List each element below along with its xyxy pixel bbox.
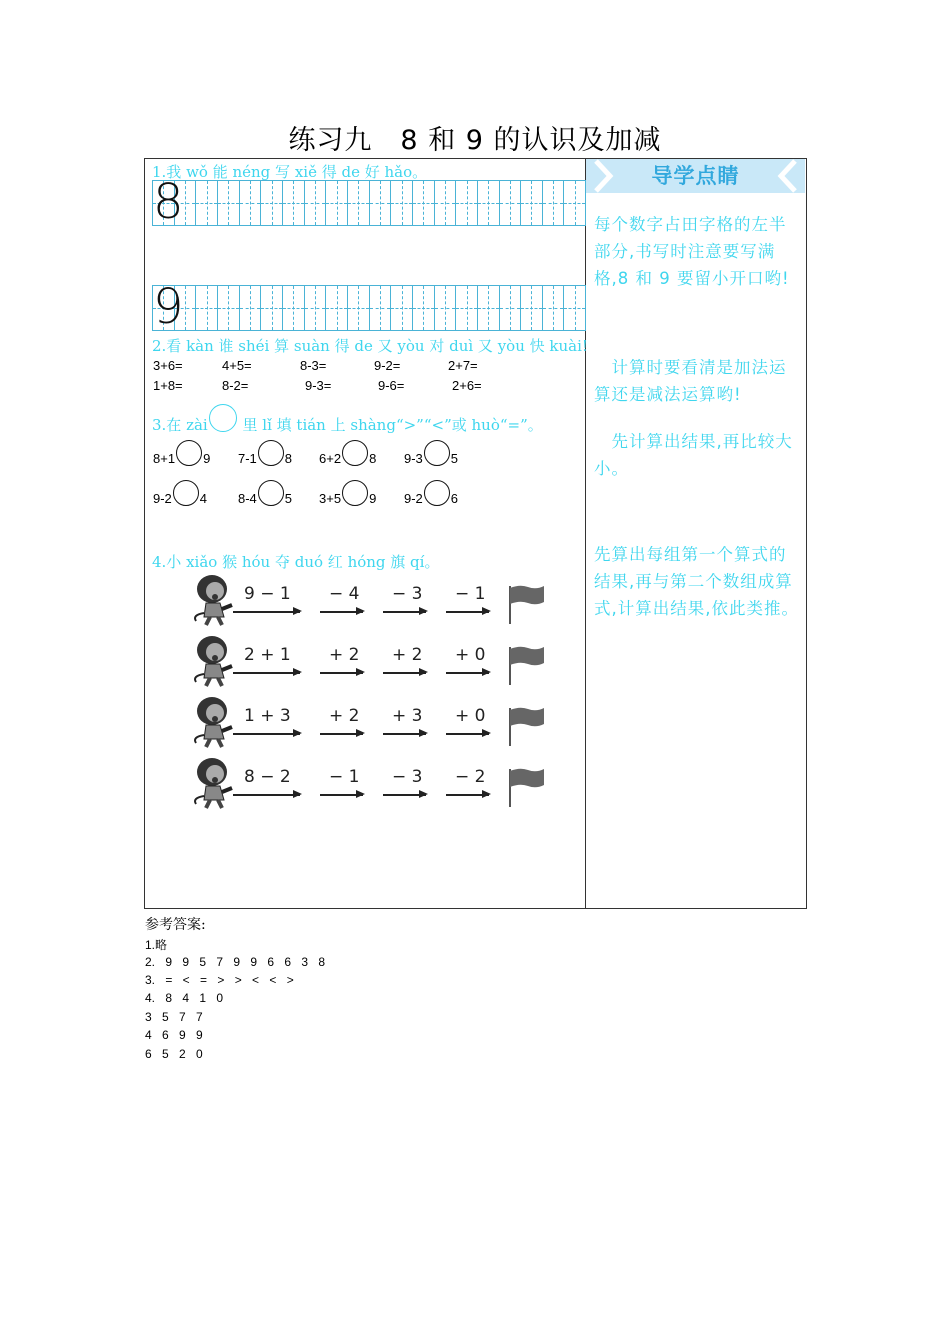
grid-cell[interactable] [370, 286, 392, 330]
equation[interactable]: 4+5= [222, 358, 252, 373]
arrow-icon [446, 672, 489, 674]
grid-cell[interactable] [521, 181, 543, 225]
answer-circle[interactable] [342, 440, 368, 466]
grid-cell[interactable] [305, 181, 327, 225]
grid-cell[interactable] [240, 286, 262, 330]
left-expr: 9-2 [153, 491, 172, 506]
equation[interactable]: 8-3= [300, 358, 327, 373]
comparison-item [404, 480, 458, 506]
grid-cell[interactable] [326, 286, 348, 330]
grid-cell[interactable] [543, 286, 565, 330]
grid-cell[interactable] [521, 286, 543, 330]
grid-cell[interactable] [543, 181, 565, 225]
answer-circle[interactable] [258, 440, 284, 466]
equation[interactable]: 1+8= [153, 378, 183, 393]
tip-text: 先计算出结果,再比较大小。 [594, 432, 793, 478]
grid-cell[interactable] [261, 286, 283, 330]
answer-line: 3. = < = > > < < > [145, 973, 294, 987]
grid-cell[interactable] [435, 286, 457, 330]
grid-cell[interactable] [564, 181, 585, 225]
chain-step: − 4 [329, 584, 360, 604]
grid-cell[interactable] [283, 286, 305, 330]
arrow-icon [320, 794, 363, 796]
answer-line: 4. 8 4 1 0 [145, 991, 224, 1005]
chain-step: 1 + 3 [244, 706, 291, 726]
tip-text: 计算时要看清是加法运算还是减法运算哟! [594, 358, 787, 404]
answer-circle[interactable] [173, 480, 199, 506]
chain-step: − 1 [455, 584, 486, 604]
chain-step: + 3 [392, 706, 423, 726]
monkey-icon [188, 695, 234, 753]
equation[interactable]: 9-2= [374, 358, 401, 373]
grid-cell[interactable] [564, 286, 585, 330]
column-divider [585, 158, 586, 908]
chain-step: + 2 [392, 645, 423, 665]
grid-cell[interactable] [435, 181, 457, 225]
right-value: 9 [203, 451, 211, 466]
grid-cell[interactable] [196, 286, 218, 330]
comparison-item [238, 480, 292, 506]
section2-heading: 2.看 kàn 谁 shéi 算 suàn 得 de 又 yòu 对 duì 又 yòu 快 kuài! [152, 337, 588, 355]
chain-step: − 2 [455, 767, 486, 787]
answer-line: 6 5 2 0 [145, 1047, 203, 1061]
grid-cell[interactable] [391, 286, 413, 330]
arrow-icon [233, 672, 300, 674]
comparison-item [238, 440, 292, 466]
equation[interactable]: 9-6= [378, 378, 405, 393]
right-value: 8 [284, 451, 293, 466]
grid-cell[interactable] [348, 181, 370, 225]
answer-circle[interactable] [258, 480, 284, 506]
chain-step: 8 − 2 [244, 767, 291, 787]
heading-text: 里 lǐ 填 tián 上 shàng“>”“<”或 huò“=”。 [242, 416, 543, 434]
chain-step: + 2 [329, 645, 360, 665]
arrow-icon [383, 733, 426, 735]
left-expr: 7-1 [238, 451, 257, 466]
answer-circle[interactable] [424, 480, 450, 506]
sample-digit-9: 9 [153, 279, 184, 335]
chain-step: + 0 [455, 706, 486, 726]
heading-text: 3.在 zài [152, 416, 208, 434]
section3-heading [152, 404, 543, 435]
arrow-icon [446, 733, 489, 735]
grid-cell[interactable] [391, 181, 413, 225]
chain-step: + 0 [455, 645, 486, 665]
grid-cell[interactable] [196, 181, 218, 225]
grid-cell[interactable] [218, 286, 240, 330]
chain-step: − 1 [329, 767, 360, 787]
comparison-item [153, 480, 207, 506]
grid-cell[interactable] [305, 286, 327, 330]
section1-heading: 1.我 wǒ 能 néng 写 xiě 得 de 好 hǎo。 [152, 163, 428, 181]
tip-text: 先算出每组第一个算式的结果,再与第二个数组成算式,计算出结果,依此类推。 [594, 545, 799, 618]
left-expr: 3+5 [319, 491, 342, 506]
left-expr: 9-2 [404, 491, 423, 506]
grid-cell[interactable] [500, 181, 522, 225]
right-value: 8 [369, 451, 377, 466]
arrow-icon [233, 794, 300, 796]
circle-icon [209, 404, 237, 432]
arrow-icon [383, 794, 426, 796]
left-expr: 6+2 [319, 451, 342, 466]
left-expr: 8+1 [153, 451, 176, 466]
tip-text: 每个数字占田字格的左半部分,书写时注意要写满格,8 和 9 要留小开口哟! [594, 215, 790, 288]
grid-cell[interactable] [456, 286, 478, 330]
grid-cell[interactable] [456, 181, 478, 225]
grid-cell[interactable] [240, 181, 262, 225]
grid-cell[interactable] [218, 181, 240, 225]
flag-icon [508, 706, 546, 752]
arrow-icon [320, 611, 363, 613]
section4-heading: 4.小 xiǎo 猴 hóu 夺 duó 红 hóng 旗 qí。 [152, 553, 440, 571]
flag-icon [508, 645, 546, 691]
grid-cell[interactable] [478, 181, 500, 225]
equation[interactable]: 8-2= [222, 378, 249, 393]
chain-step: 2 + 1 [244, 645, 291, 665]
arrow-icon [446, 611, 489, 613]
monkey-icon [188, 573, 234, 631]
chain-step: − 3 [392, 584, 423, 604]
answers-heading: 参考答案: [145, 917, 206, 933]
comparison-item [153, 440, 210, 466]
right-value: 4 [199, 491, 208, 506]
comparison-item [319, 440, 376, 466]
sidebar-header: 导学点睛 [651, 164, 740, 188]
page-title: 练习九 8 和 9 的认识及加减 [288, 125, 662, 156]
answer-circle[interactable] [176, 440, 202, 466]
arrow-icon [383, 611, 426, 613]
arrow-icon [320, 672, 363, 674]
chain-step: 9 − 1 [244, 584, 291, 604]
left-expr: 9-3 [404, 451, 423, 466]
grid-cell[interactable] [348, 286, 370, 330]
equation[interactable]: 9-3= [305, 378, 332, 393]
writing-grid-8[interactable] [152, 174, 586, 230]
answer-circle[interactable] [342, 480, 368, 506]
monkey-icon [188, 756, 234, 814]
right-value: 9 [369, 491, 377, 506]
equation[interactable]: 3+6= [153, 358, 183, 373]
arrow-icon [446, 794, 489, 796]
grid-cell[interactable] [478, 286, 500, 330]
answer-line: 2. 9 9 5 7 9 9 6 6 3 8 [145, 955, 326, 969]
grid-cell[interactable] [326, 181, 348, 225]
equation[interactable]: 2+7= [448, 358, 478, 373]
arrow-icon [320, 733, 363, 735]
arrow-icon [233, 733, 300, 735]
equation[interactable]: 2+6= [452, 378, 482, 393]
chain-step: + 2 [329, 706, 360, 726]
grid-cell[interactable] [261, 181, 283, 225]
grid-cell[interactable] [283, 181, 305, 225]
arrow-icon [383, 672, 426, 674]
monkey-icon [188, 634, 234, 692]
answer-line: 4 6 9 9 [145, 1028, 203, 1042]
comparison-item [319, 480, 376, 506]
flag-icon [508, 767, 546, 813]
grid-cell[interactable] [413, 286, 435, 330]
writing-grid-9[interactable] [152, 279, 586, 335]
chain-step: − 3 [392, 767, 423, 787]
grid-cell[interactable] [370, 181, 392, 225]
arrow-icon [233, 611, 300, 613]
left-expr: 8-4 [238, 491, 257, 506]
right-value: 5 [284, 491, 293, 506]
answer-line: 3 5 7 7 [145, 1010, 203, 1024]
right-value: 5 [450, 451, 459, 466]
answer-line: 1.略 [145, 938, 168, 952]
flag-icon [508, 584, 546, 630]
grid-cell[interactable] [500, 286, 522, 330]
comparison-item [404, 440, 458, 466]
sample-digit-8: 8 [153, 174, 184, 230]
answer-circle[interactable] [424, 440, 450, 466]
grid-cell[interactable] [413, 181, 435, 225]
right-value: 6 [450, 491, 459, 506]
